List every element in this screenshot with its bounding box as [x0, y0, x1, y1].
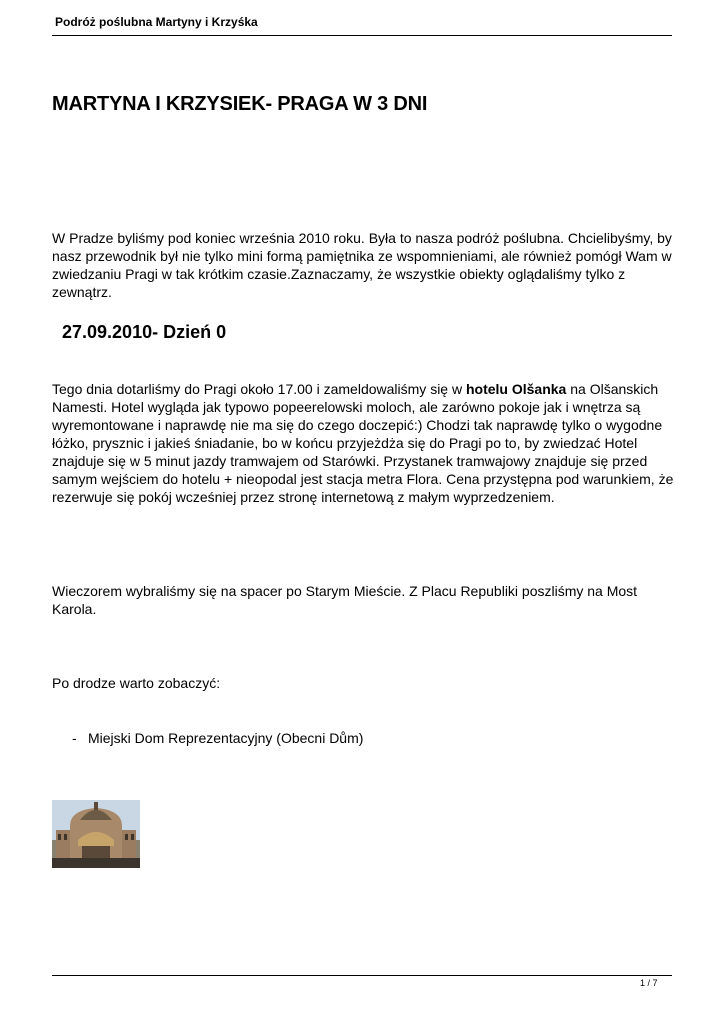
day-paragraph-text: Tego dnia dotarliśmy do Pragi około 17.00 i zameldowaliśmy się w: [52, 381, 466, 397]
intro-paragraph: W Pradze byliśmy pod koniec września 2010 roku. Była to nasza podróż poślubna. Chcielibyśmy, by nasz przewodnik był nie tylko mini formą pamiętnika ze wspomnieniami, ale również pomógł Wam w zwiedzaniu Pragi w tak krótkim czasie.Zaznaczamy, że wszystkie obiekty oglądaliśmy tylko z zewnątrz.: [52, 230, 672, 300]
page-number: 1 / 7: [640, 978, 658, 988]
list-item-text: Miejski Dom Reprezentacyjny (Obecni Dům): [88, 730, 364, 746]
footer-divider: [52, 975, 672, 976]
building-photo: [52, 800, 140, 868]
document-title: MARTYNA I KRZYSIEK- PRAGA W 3 DNI: [52, 93, 428, 115]
day-paragraph-text-cont: na Olšanskich Namesti. Hotel wygląda jak typowo popeerelowski moloch, ale zarówno pokoje jak i wnętrza są wyremontowane i naprawdę nie ma się do czego doczepić:) Chodzi tak naprawdę tylko o wygodne łóżko, prysznic i jakieś śniadanie, bo w końcu przyjeżdża się do Pragi po to, by zwiedzać Hotel znajduje się w 5 minut jazdy tramwajem od Starówki. Przystanek tramwajowy znajduje się przed samym wejściem do hotelu + nieopodal jest stacja metra Flora. Cena przystępna pod warunkiem, że rezerwuje się pokój wcześniej przez stronę internetową z małym wyprzedzeniem.: [52, 381, 674, 505]
evening-paragraph: Wieczorem wybraliśmy się na spacer po Starym Mieście. Z Placu Republiki poszliśmy na Most Karola.: [52, 583, 638, 617]
list-dash: -: [72, 730, 77, 746]
hotel-name: hotelu Olšanka: [465, 381, 567, 397]
day-paragraph: [52, 380, 677, 506]
header-divider: [52, 35, 672, 36]
worth-seeing-paragraph: Po drodze warto zobaczyć:: [52, 675, 221, 691]
day-heading: 27.09.2010- Dzień 0: [62, 322, 227, 342]
list-item: [72, 729, 363, 747]
header-title: Podróż poślubna Martyny i Krzyśka: [55, 15, 258, 29]
